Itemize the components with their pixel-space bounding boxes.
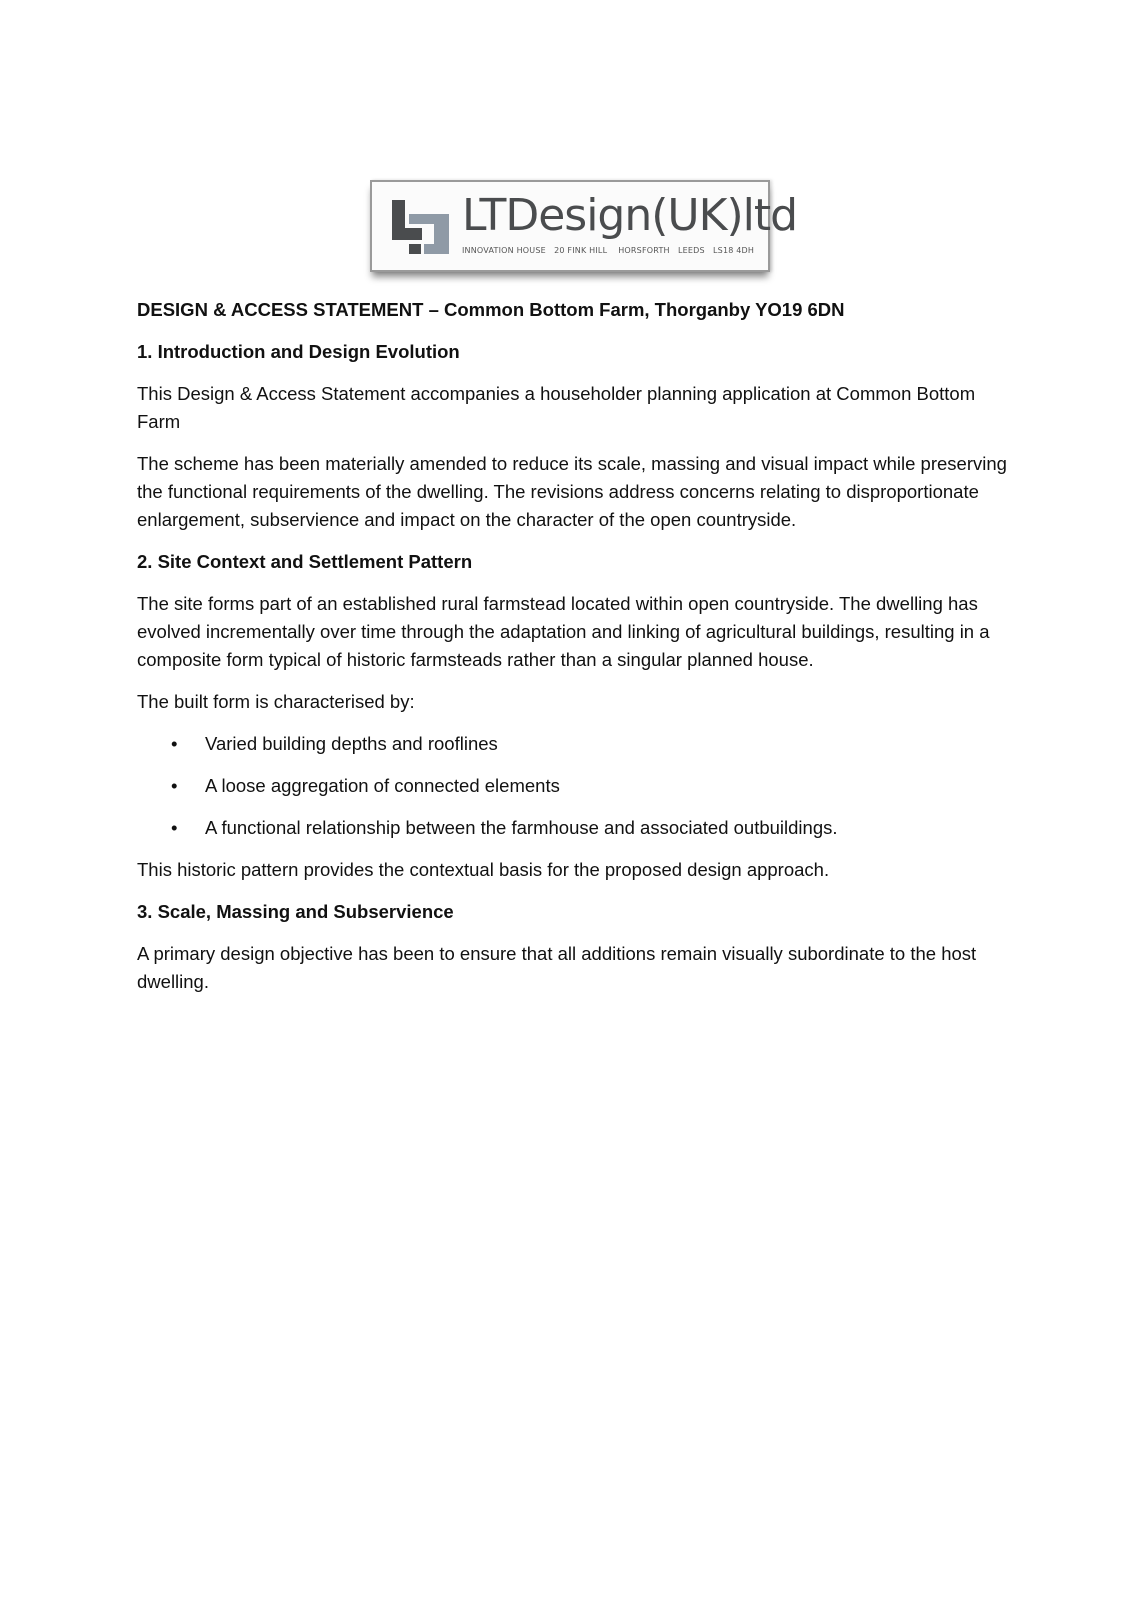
section-2-heading: 2. Site Context and Settlement Pattern bbox=[137, 551, 473, 572]
section-3-heading: 3. Scale, Massing and Subservience bbox=[137, 901, 454, 922]
section-2-paragraph-3: This historic pattern provides the contextual basis for the proposed design approach. bbox=[137, 859, 830, 880]
section-3-paragraph-1: A primary design objective has been to ensure that all additions remain visually subordinate to the host dwelling. bbox=[137, 943, 977, 992]
document-body bbox=[137, 296, 1007, 1010]
logo-address: INNOVATION HOUSE 20 FINK HILL HORSFORTH LEEDS LS18 4DH bbox=[462, 246, 755, 255]
section-1-heading: 1. Introduction and Design Evolution bbox=[137, 341, 460, 362]
logo-company-name: LTDesign(UK)ltd bbox=[462, 190, 798, 241]
list-item: • A functional relationship between the farmhouse and associated outbuildings. bbox=[137, 814, 1007, 842]
logo-mark-icon bbox=[392, 200, 452, 258]
document-title: DESIGN & ACCESS STATEMENT – Common Bottom Farm, Thorganby YO19 6DN bbox=[137, 299, 845, 320]
section-1-paragraph-1: This Design & Access Statement accompanies a householder planning application at Common Bottom Farm bbox=[137, 383, 976, 432]
list-item: • A loose aggregation of connected elements bbox=[137, 772, 1007, 800]
section-2-paragraph-1: The site forms part of an established rural farmstead located within open countryside. The dwelling has evolved incrementally over time through the adaptation and linking of agricultural buildings, resulting in a composite form typical of historic farmsteads rather than a singular planned house. bbox=[137, 593, 990, 670]
section-2-paragraph-2: The built form is characterised by: bbox=[137, 691, 415, 712]
list-item: • Varied building depths and rooflines bbox=[137, 730, 1007, 758]
section-1-paragraph-2: The scheme has been materially amended to reduce its scale, massing and visual impact while preserving the functional requirements of the dwelling. The revisions address concerns relating to disproportionate enlargement, subservience and impact on the character of the open countryside. bbox=[137, 453, 1007, 530]
company-logo bbox=[370, 180, 798, 272]
characteristics-list bbox=[137, 730, 1007, 842]
